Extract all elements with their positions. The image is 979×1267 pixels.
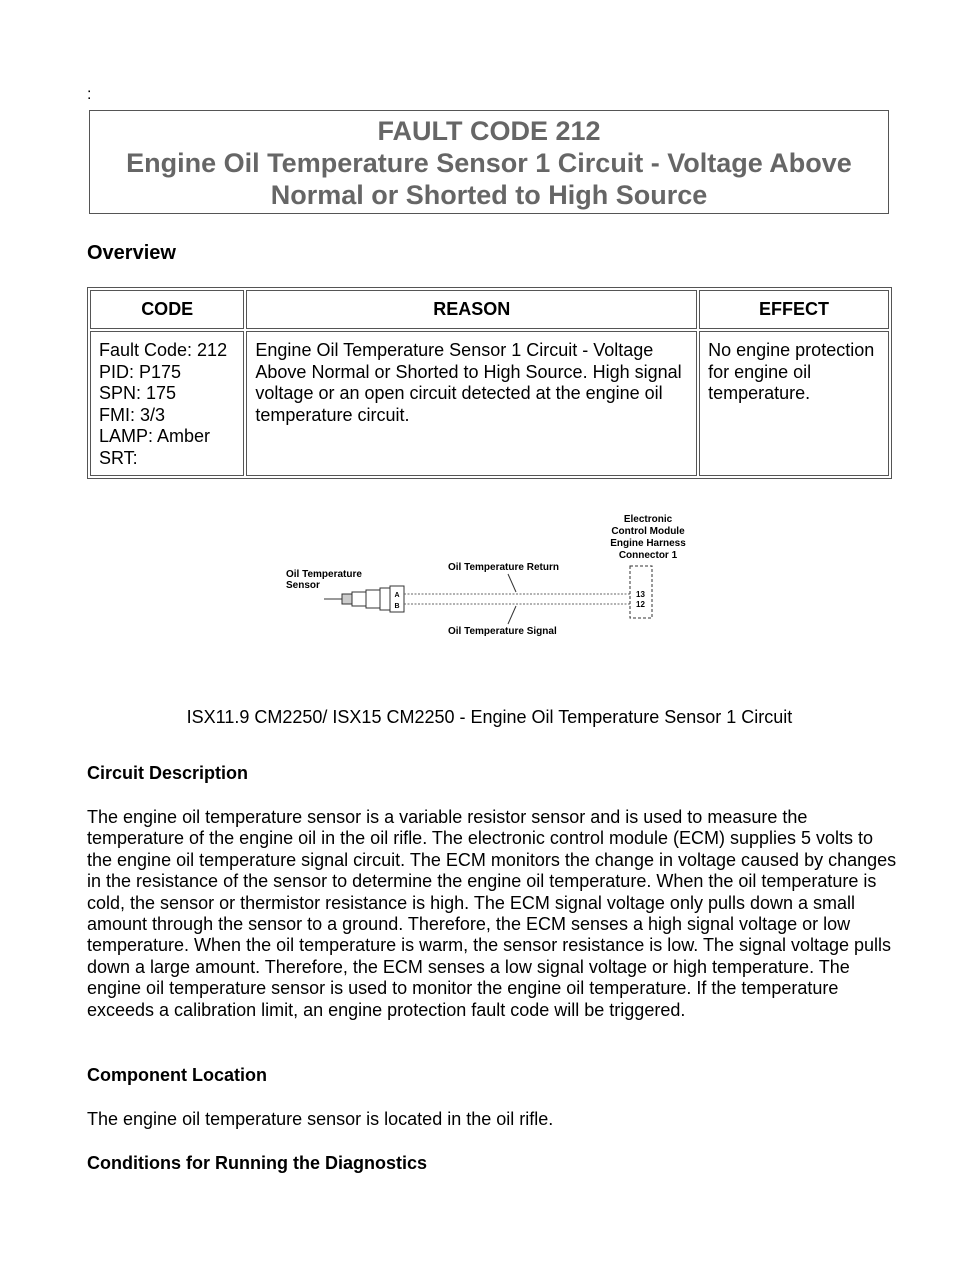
- code-line: SRT:: [99, 447, 138, 468]
- header-code: CODE: [90, 290, 244, 329]
- table-header-row: [90, 290, 889, 329]
- pin-b-label: B: [394, 603, 400, 610]
- sensor-label-line: Oil Temperature: [286, 569, 362, 580]
- code-cell: [90, 331, 244, 476]
- oil-temperature-sensor-icon: [324, 586, 404, 612]
- pin-a-label: A: [394, 592, 400, 599]
- diagram-caption: ISX11.9 CM2250/ ISX15 CM2250 - Engine Oil Temperature Sensor 1 Circuit: [186, 707, 793, 727]
- ecm-label-line: Electronic: [623, 514, 673, 525]
- label-leader-lines: [508, 574, 516, 624]
- title-line-3: Normal or Shorted to High Source: [270, 180, 708, 210]
- title-line-1: FAULT CODE 212: [377, 116, 601, 146]
- table-row: [90, 331, 889, 476]
- circuit-description-heading: Circuit Description: [87, 763, 249, 783]
- circuit-diagram: [280, 508, 700, 708]
- pin-12-label: 12: [636, 600, 645, 609]
- harness-wires: [404, 594, 630, 604]
- signal-label: Oil Temperature Signal: [448, 626, 557, 637]
- ecm-label: [610, 514, 686, 561]
- component-location-text: The engine oil temperature sensor is located in the oil rifle.: [87, 1109, 554, 1129]
- return-label: Oil Temperature Return: [448, 562, 559, 573]
- ecm-label-line: Engine Harness: [610, 538, 686, 549]
- page-colon: :: [87, 86, 92, 103]
- fault-code-title-box: [89, 110, 889, 214]
- header-reason: REASON: [246, 290, 697, 329]
- code-line: Fault Code: 212: [99, 340, 228, 360]
- ecm-label-line: Connector 1: [618, 550, 678, 561]
- conditions-heading: Conditions for Running the Diagnostics: [87, 1153, 427, 1173]
- code-line: PID: P175: [99, 361, 182, 382]
- fault-code-table: [87, 287, 892, 479]
- component-location-heading: Component Location: [87, 1065, 267, 1085]
- pin-13-label: 13: [636, 590, 645, 599]
- header-effect: EFFECT: [699, 290, 889, 329]
- title-line-2: Engine Oil Temperature Sensor 1 Circuit - Voltage Above: [126, 148, 852, 178]
- code-line: FMI: 3/3: [99, 404, 166, 425]
- reason-cell: Engine Oil Temperature Sensor 1 Circuit - Voltage Above Normal or Shorted to High Source. High signal voltage or an open circuit detected at the engine oil temperature circuit.: [246, 331, 697, 476]
- overview-heading: Overview: [87, 242, 176, 264]
- sensor-label-line: Sensor: [286, 580, 320, 591]
- circuit-description-text: The engine oil temperature sensor is a variable resistor sensor and is used to measure the temperature of the engine oil in the oil rifle. The electronic control module (ECM) supplies 5 volts to the engine oil temperature signal circuit. The ECM monitors the change in voltage caused by changes in the resistance of the sensor to determine the engine oil temperature. When the oil temperature is cold, the sensor or thermistor resistance is high. The ECM signal voltage only pulls down a small amount through the sensor to a ground. Therefore, the ECM senses a high signal voltage or low temperature. When the oil temperature is warm, the sensor resistance is low. The signal voltage pulls down a large amount. Therefore, the ECM senses a low signal voltage or high temperature. The engine oil temperature sensor is used to monitor the engine oil temperature. If the temperature exceeds a calibration limit, an engine protection fault code will be triggered.: [87, 807, 897, 1020]
- effect-cell: No engine protection for engine oil temperature.: [699, 331, 889, 476]
- code-line: LAMP: Amber: [99, 426, 211, 446]
- code-line: SPN: 175: [99, 383, 177, 403]
- ecm-label-line: Control Module: [611, 526, 685, 537]
